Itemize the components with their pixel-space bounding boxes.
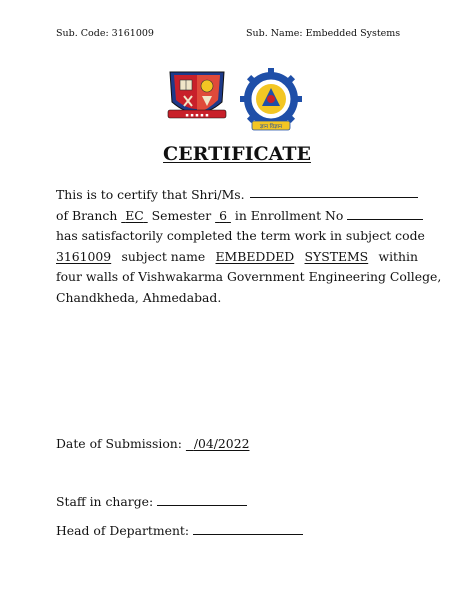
subject-line: [56, 247, 418, 268]
college-line: four walls of Vishwakarma Government Engineering College,: [56, 269, 442, 284]
submission-label: Date of Submission:: [56, 436, 182, 451]
college-gear-emblem: [236, 66, 306, 136]
branch-label: of Branch: [56, 207, 118, 223]
staff-signature-blank: [157, 493, 247, 506]
city-line: Chandkheda, Ahmedabad.: [56, 289, 222, 305]
subject-name-word-1: EMBEDDED: [215, 248, 295, 264]
certificate-body: [56, 185, 442, 308]
certify-line: [56, 185, 418, 206]
hod-label: Head of Department:: [56, 523, 190, 538]
emblem-banner-text: ज्ञान विज्ञान: [259, 123, 283, 130]
subject-name-header: Sub. Name: Embedded Systems: [246, 28, 401, 39]
svg-text:▪ ▪ ▪ ▪ ▪: ▪ ▪ ▪ ▪ ▪: [185, 112, 209, 119]
subject-code-value: 3161009: [56, 248, 112, 264]
submission-date-line: [56, 436, 249, 451]
certificate-title: CERTIFICATE: [163, 143, 311, 165]
certify-text: This is to certify that Shri/Ms.: [56, 187, 245, 202]
submission-date-value: /04/2022: [193, 436, 250, 451]
hod-signature-blank: [193, 522, 303, 535]
subject-name-label: subject name: [121, 248, 206, 264]
semester-value: 6: [219, 207, 227, 223]
student-name-blank: [250, 185, 418, 198]
head-of-department-line: [56, 522, 303, 538]
completion-line: has satisfactorily completed the term work in subject code: [56, 228, 425, 243]
branch-value: EC: [125, 207, 144, 223]
subject-name-word-2: SYSTEMS: [304, 248, 369, 264]
within-text: within: [378, 248, 418, 264]
enrollment-blank: [347, 207, 423, 220]
staff-label: Staff in charge:: [56, 494, 154, 509]
branch-line: [56, 206, 418, 227]
gtu-shield-logo: [166, 66, 228, 124]
staff-in-charge-line: [56, 493, 247, 509]
subject-code-header: Sub. Code: 3161009: [56, 28, 154, 39]
enrollment-label: in Enrollment No: [234, 207, 344, 223]
semester-label: Semester: [151, 207, 212, 223]
